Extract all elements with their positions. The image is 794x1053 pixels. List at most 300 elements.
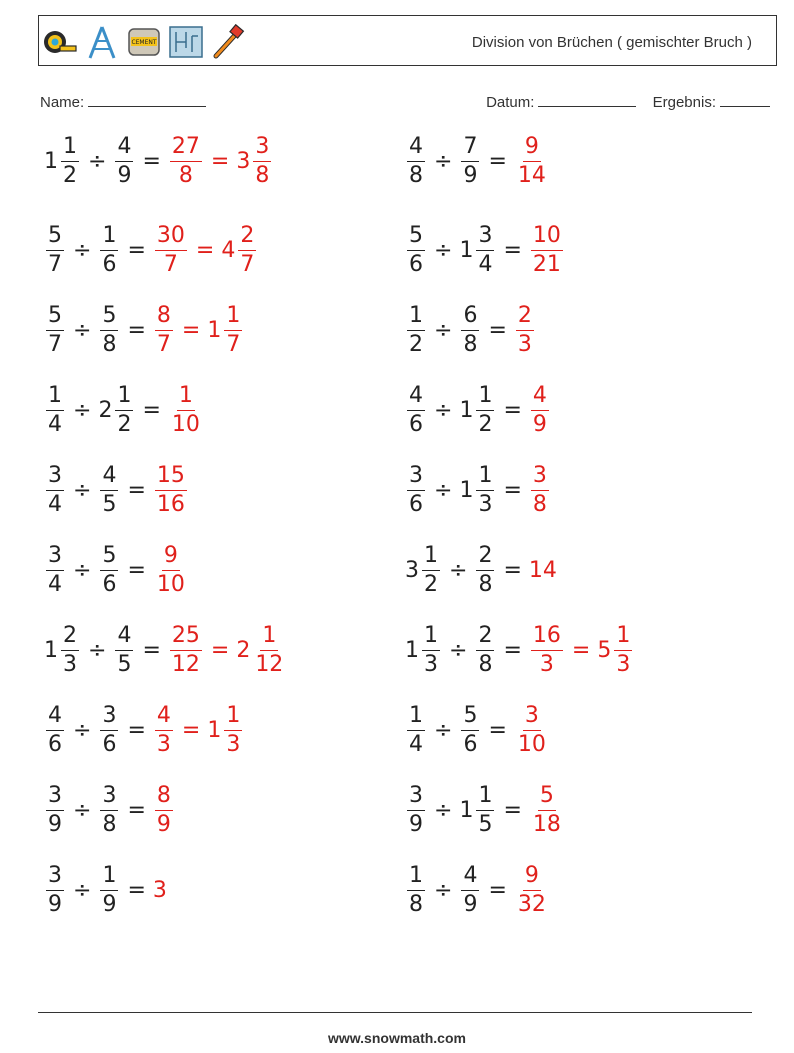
- denominator: 3: [63, 651, 77, 677]
- fraction: [407, 462, 425, 517]
- whole-part: 1: [44, 148, 58, 174]
- mixed-number: [153, 462, 189, 517]
- answer: [168, 622, 287, 677]
- mixed-number: [474, 542, 496, 597]
- denominator: 8: [102, 811, 117, 837]
- mixed-number: [44, 862, 66, 917]
- fraction: [115, 133, 133, 188]
- denominator: 3: [539, 651, 554, 677]
- fraction: [516, 133, 548, 188]
- numerator: 1: [224, 705, 242, 731]
- mixed-number: [113, 622, 135, 677]
- denominator: 2: [478, 411, 493, 437]
- denominator: 3: [517, 331, 532, 357]
- denominator: 3: [156, 731, 171, 757]
- denominator: 9: [48, 811, 62, 837]
- numerator: 9: [523, 136, 541, 162]
- denominator: 12: [255, 651, 284, 677]
- fraction: [155, 222, 187, 277]
- fraction: [531, 222, 563, 277]
- denominator: 9: [102, 891, 117, 917]
- problem-left-6: [44, 538, 189, 602]
- denominator: 8: [409, 891, 423, 917]
- numerator: 1: [115, 385, 133, 411]
- numerator: 15: [155, 465, 187, 491]
- answer: [153, 782, 175, 837]
- denominator: 8: [478, 651, 493, 677]
- mixed-number: [44, 462, 66, 517]
- mixed-number: [44, 302, 66, 357]
- mixed-number: [153, 542, 189, 597]
- denominator: 21: [532, 251, 561, 277]
- ladder-icon: [84, 24, 120, 60]
- name-field[interactable]: [40, 92, 206, 111]
- fraction: [155, 702, 173, 757]
- numerator: 1: [260, 625, 278, 651]
- mixed-number: [207, 302, 244, 357]
- fraction: [224, 302, 242, 357]
- numerator: 3: [476, 225, 494, 251]
- numerator: 2: [61, 625, 79, 651]
- fraction: [461, 302, 479, 357]
- header-icons: [42, 24, 246, 60]
- mixed-number: [459, 782, 496, 837]
- denominator: 4: [478, 251, 493, 277]
- numerator: 3: [407, 785, 425, 811]
- blueprint-icon: [168, 24, 204, 60]
- numerator: 3: [46, 465, 64, 491]
- pipe-wrench-icon: [210, 24, 246, 60]
- mixed-number: [44, 542, 66, 597]
- equals-sign: =: [503, 397, 522, 423]
- mixed-number: [529, 558, 558, 583]
- fraction: [476, 462, 494, 517]
- fraction: [253, 622, 285, 677]
- whole-part: 1: [207, 317, 222, 343]
- denominator: 4: [409, 731, 423, 757]
- numerator: 1: [61, 136, 79, 162]
- whole-part: 2: [236, 637, 251, 663]
- numerator: 1: [476, 465, 494, 491]
- problem-left-7: [44, 618, 287, 682]
- problem-right-2: [405, 218, 565, 282]
- divide-sign: ÷: [73, 797, 92, 823]
- fraction: [170, 382, 202, 437]
- fraction: [46, 462, 64, 517]
- fraction: [46, 542, 64, 597]
- fraction: [476, 622, 494, 677]
- whole-part: 1: [207, 717, 222, 743]
- denominator: 4: [48, 491, 62, 517]
- denominator: 9: [532, 411, 547, 437]
- fraction: [407, 782, 425, 837]
- whole-part: 1: [44, 637, 58, 663]
- numerator: 27: [170, 136, 202, 162]
- fraction: [476, 782, 494, 837]
- fraction: [155, 302, 173, 357]
- mixed-number: [514, 862, 550, 917]
- date-label: Datum:: [486, 94, 535, 111]
- mixed-number: [236, 133, 273, 188]
- numerator: 1: [407, 705, 425, 731]
- fraction: [476, 222, 494, 277]
- fraction: [407, 302, 425, 357]
- equals-sign: =: [127, 717, 146, 743]
- numerator: 3: [407, 465, 425, 491]
- divide-sign: ÷: [73, 397, 92, 423]
- numerator: 5: [461, 705, 479, 731]
- mixed-number: [529, 622, 565, 677]
- whole-part: 3: [405, 557, 419, 583]
- mixed-number: [153, 878, 168, 903]
- denominator: 8: [463, 331, 478, 357]
- fraction: [46, 222, 64, 277]
- mixed-number: [405, 862, 427, 917]
- fraction: [155, 782, 173, 837]
- mixed-number: [98, 302, 120, 357]
- answer: [529, 382, 551, 437]
- equals-sign: =: [142, 148, 161, 174]
- numerator: 25: [170, 625, 202, 651]
- name-blank[interactable]: [88, 92, 206, 107]
- numerator: 5: [407, 225, 425, 251]
- footer-url: www.snowmath.com: [328, 1030, 466, 1046]
- denominator: 14: [517, 162, 546, 188]
- worksheet-title: Division von Brüchen ( gemischter Bruch ): [471, 34, 752, 51]
- numerator: 2: [476, 625, 494, 651]
- answer: [514, 702, 550, 757]
- answer: [514, 862, 550, 917]
- numerator: 3: [100, 705, 118, 731]
- mixed-number: [153, 222, 189, 277]
- mixed-number: [405, 302, 427, 357]
- fraction: [531, 782, 563, 837]
- fraction: [531, 462, 549, 517]
- numerator: 4: [46, 705, 64, 731]
- numerator: 3: [100, 785, 118, 811]
- fraction: [476, 542, 494, 597]
- mixed-number: [44, 702, 66, 757]
- denominator: 4: [48, 411, 62, 437]
- answer: [529, 222, 565, 277]
- date-result-fields: [486, 92, 770, 111]
- cement-bag-icon: [126, 24, 162, 60]
- numerator: 4: [407, 385, 425, 411]
- fraction: [61, 133, 79, 188]
- equals-sign: =: [127, 317, 146, 343]
- fraction: [253, 133, 271, 188]
- date-blank[interactable]: [538, 92, 636, 107]
- equals-sign: =: [127, 557, 146, 583]
- answer: [153, 878, 168, 903]
- fraction: [100, 702, 118, 757]
- problem-right-3: [405, 298, 536, 362]
- numerator: 1: [407, 865, 425, 891]
- tape-measure-icon: [42, 24, 78, 60]
- fraction: [155, 462, 187, 517]
- denominator: 2: [63, 162, 77, 188]
- equals-sign: =: [503, 477, 522, 503]
- answer: [153, 702, 244, 757]
- denominator: 7: [163, 251, 178, 277]
- denominator: 6: [102, 571, 117, 597]
- equals-sign: =: [571, 637, 591, 663]
- problem-right-10: [405, 858, 550, 922]
- denominator: 3: [424, 651, 438, 677]
- fraction: [461, 133, 479, 188]
- numerator: 4: [115, 625, 133, 651]
- equals-sign: =: [195, 237, 215, 263]
- fraction: [614, 622, 632, 677]
- mixed-number: [44, 782, 66, 837]
- fraction: [422, 542, 440, 597]
- mixed-number: [44, 622, 81, 677]
- mixed-number: [405, 133, 427, 188]
- denominator: 5: [117, 651, 132, 677]
- equals-sign: =: [503, 557, 522, 583]
- problem-left-3: [44, 298, 244, 362]
- fraction: [170, 133, 202, 188]
- denominator: 2: [424, 571, 438, 597]
- equals-sign: =: [503, 797, 522, 823]
- divide-sign: ÷: [434, 877, 453, 903]
- numerator: 3: [46, 865, 64, 891]
- equals-sign: =: [127, 877, 146, 903]
- denominator: 2: [409, 331, 423, 357]
- equals-sign: =: [142, 397, 161, 423]
- fraction: [531, 382, 549, 437]
- numerator: 9: [162, 545, 180, 571]
- whole-part: 1: [405, 637, 419, 663]
- numerator: 5: [100, 305, 118, 331]
- numerator: 1: [422, 545, 440, 571]
- mixed-number: [459, 222, 496, 277]
- answer: [153, 462, 189, 517]
- answer: [514, 302, 536, 357]
- fraction: [46, 782, 64, 837]
- divide-sign: ÷: [73, 317, 92, 343]
- divide-sign: ÷: [449, 637, 468, 663]
- denominator: 32: [517, 891, 546, 917]
- problem-right-4: [405, 378, 551, 442]
- denominator: 9: [156, 811, 171, 837]
- denominator: 6: [409, 491, 423, 517]
- fraction: [224, 702, 242, 757]
- mixed-number: [405, 782, 427, 837]
- numerator: 1: [476, 785, 494, 811]
- divide-sign: ÷: [73, 557, 92, 583]
- denominator: 6: [102, 731, 117, 757]
- mixed-number: [529, 462, 551, 517]
- mixed-number: [597, 622, 634, 677]
- denominator: 5: [478, 811, 493, 837]
- problem-right-1: [405, 129, 550, 193]
- divide-sign: ÷: [88, 637, 107, 663]
- mixed-number: [98, 862, 120, 917]
- equals-sign: =: [210, 148, 230, 174]
- numerator: 8: [155, 785, 173, 811]
- answer: [153, 302, 244, 357]
- denominator: 2: [117, 411, 132, 437]
- fraction: [46, 302, 64, 357]
- denominator: 12: [171, 651, 200, 677]
- denominator: 6: [409, 411, 423, 437]
- equals-sign: =: [488, 317, 507, 343]
- mixed-number: [529, 782, 565, 837]
- mixed-number: [44, 222, 66, 277]
- problem-right-5: [405, 458, 551, 522]
- mixed-number: [405, 622, 442, 677]
- divide-sign: ÷: [73, 477, 92, 503]
- equals-sign: =: [142, 637, 161, 663]
- mixed-number: [153, 702, 175, 757]
- divide-sign: ÷: [73, 237, 92, 263]
- fraction: [461, 702, 479, 757]
- answer: [153, 222, 258, 277]
- numerator: 9: [523, 865, 541, 891]
- mixed-number: [514, 302, 536, 357]
- equals-sign: =: [127, 237, 146, 263]
- numerator: 3: [46, 545, 64, 571]
- answer: [153, 542, 189, 597]
- numerator: 4: [461, 865, 479, 891]
- problem-right-8: [405, 698, 550, 762]
- mixed-number: [221, 222, 258, 277]
- whole-part: 3: [152, 877, 167, 903]
- fraction: [61, 622, 79, 677]
- fraction: [407, 702, 425, 757]
- mixed-number: [459, 702, 481, 757]
- numerator: 2: [238, 225, 256, 251]
- denominator: 9: [463, 891, 478, 917]
- mixed-number: [459, 382, 496, 437]
- denominator: 10: [517, 731, 546, 757]
- denominator: 6: [102, 251, 117, 277]
- numerator: 2: [516, 305, 534, 331]
- mixed-number: [207, 702, 244, 757]
- mixed-number: [405, 222, 427, 277]
- whole-part: 1: [459, 237, 474, 263]
- numerator: 1: [476, 385, 494, 411]
- denominator: 6: [409, 251, 423, 277]
- numerator: 1: [100, 865, 118, 891]
- mixed-number: [459, 462, 496, 517]
- fraction: [238, 222, 256, 277]
- fraction: [407, 382, 425, 437]
- problem-left-1: [44, 129, 273, 193]
- mixed-number: [405, 542, 442, 597]
- fraction: [100, 782, 118, 837]
- result-blank[interactable]: [720, 92, 770, 107]
- mixed-number: [405, 382, 427, 437]
- denominator: 9: [117, 162, 132, 188]
- fraction: [100, 862, 118, 917]
- divide-sign: ÷: [434, 477, 453, 503]
- numerator: 4: [407, 136, 425, 162]
- numerator: 1: [46, 385, 64, 411]
- problem-right-6: [405, 538, 558, 602]
- fraction: [516, 862, 548, 917]
- problem-left-9: [44, 778, 175, 842]
- mixed-number: [474, 622, 496, 677]
- numerator: 1: [100, 225, 118, 251]
- answer: [168, 382, 204, 437]
- cement-label: CEMENT: [131, 39, 157, 46]
- numerator: 2: [476, 545, 494, 571]
- problem-left-2: [44, 218, 258, 282]
- fraction: [407, 133, 425, 188]
- equals-sign: =: [210, 637, 230, 663]
- divide-sign: ÷: [434, 148, 453, 174]
- mixed-number: [514, 702, 550, 757]
- mixed-number: [459, 133, 481, 188]
- fraction: [155, 542, 187, 597]
- denominator: 3: [616, 651, 631, 677]
- answer: [514, 133, 550, 188]
- denominator: 16: [156, 491, 185, 517]
- problem-left-5: [44, 458, 189, 522]
- divide-sign: ÷: [434, 317, 453, 343]
- mixed-number: [113, 133, 135, 188]
- fraction: [100, 462, 118, 517]
- mixed-number: [459, 862, 481, 917]
- whole-part: 2: [98, 397, 113, 423]
- equals-sign: =: [181, 717, 201, 743]
- denominator: 10: [171, 411, 200, 437]
- equals-sign: =: [503, 237, 522, 263]
- divide-sign: ÷: [434, 397, 453, 423]
- mixed-number: [153, 782, 175, 837]
- denominator: 18: [532, 811, 561, 837]
- equals-sign: =: [488, 148, 507, 174]
- equals-sign: =: [488, 877, 507, 903]
- fraction: [461, 862, 479, 917]
- problem-right-9: [405, 778, 565, 842]
- denominator: 9: [409, 811, 423, 837]
- mixed-number: [98, 462, 120, 517]
- mixed-number: [98, 382, 135, 437]
- fraction: [115, 382, 133, 437]
- problem-left-8: [44, 698, 244, 762]
- numerator: 1: [614, 625, 632, 651]
- answer: [529, 622, 634, 677]
- numerator: 5: [100, 545, 118, 571]
- mixed-number: [98, 222, 120, 277]
- whole-part: 1: [459, 797, 474, 823]
- result-label: Ergebnis:: [652, 94, 716, 111]
- numerator: 30: [155, 225, 187, 251]
- mixed-number: [168, 622, 204, 677]
- answer: [168, 133, 273, 188]
- denominator: 7: [156, 331, 171, 357]
- numerator: 4: [155, 705, 173, 731]
- mixed-number: [459, 302, 481, 357]
- denominator: 9: [48, 891, 62, 917]
- footer-divider: [38, 1012, 752, 1013]
- numerator: 5: [46, 305, 64, 331]
- numerator: 10: [531, 225, 563, 251]
- denominator: 8: [409, 162, 423, 188]
- whole-part: 1: [459, 477, 474, 503]
- fraction: [46, 702, 64, 757]
- mixed-number: [98, 542, 120, 597]
- numerator: 5: [46, 225, 64, 251]
- denominator: 9: [463, 162, 478, 188]
- numerator: 1: [224, 305, 242, 331]
- numerator: 3: [523, 705, 541, 731]
- mixed-number: [44, 382, 66, 437]
- fraction: [100, 542, 118, 597]
